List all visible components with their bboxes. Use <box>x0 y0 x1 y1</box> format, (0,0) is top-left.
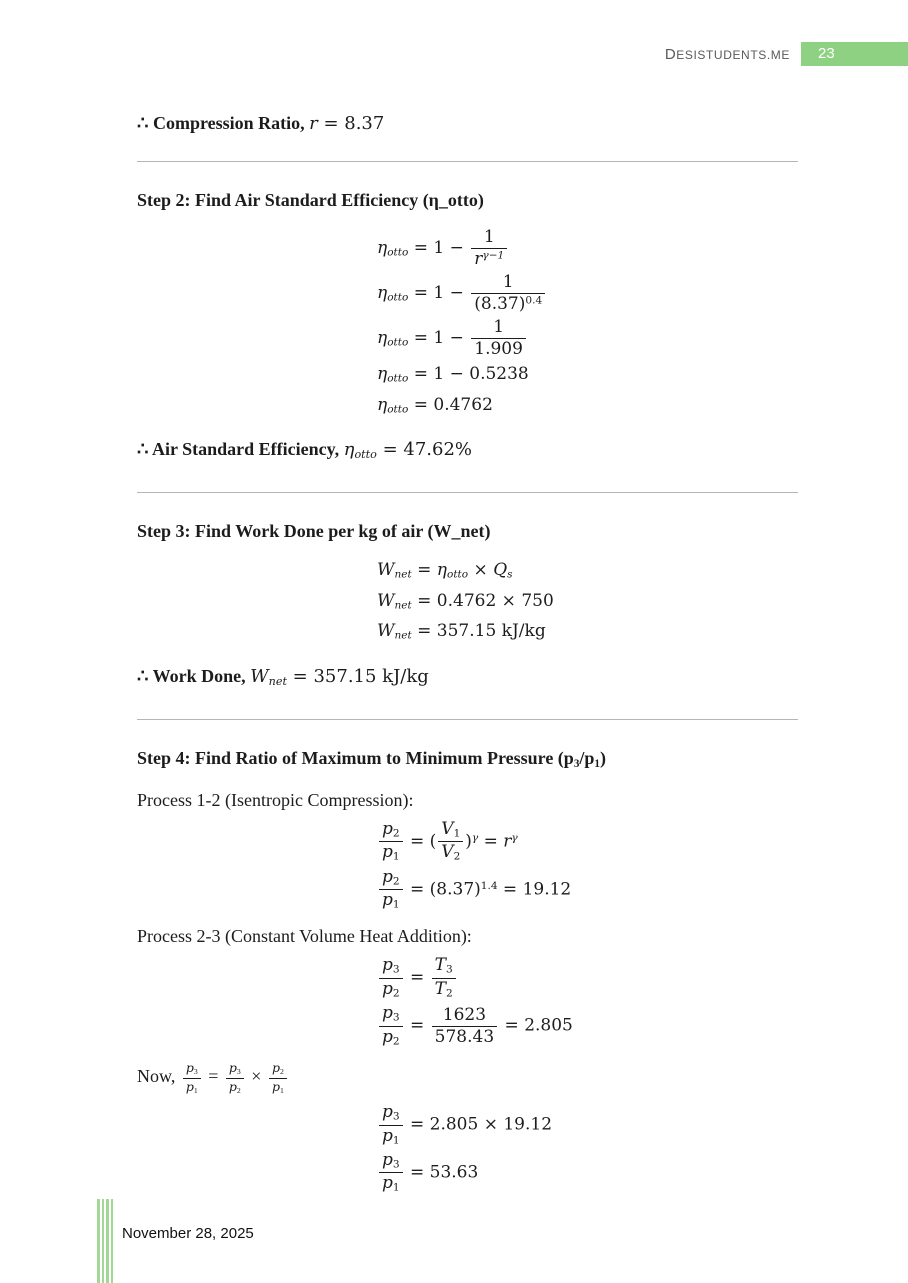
now-relation-line: Now, $\frac{p3}{p1}$ = $\frac{p3}{p2}$ × $\frac{p2}{p1}$ <box>137 1061 798 1095</box>
process-2-3-label: Process 2-3 (Constant Volume Heat Addition): <box>137 926 472 947</box>
process-1-2-label: Process 1-2 (Isentropic Compression): <box>137 789 414 810</box>
equation-line: $\eta_{otto} = 1$ − $\frac{1}{r^{\gamma-1}}$ <box>377 228 798 269</box>
final-ratio-equations <box>377 1103 798 1195</box>
fraction: $\frac{p3}{p1}$ <box>183 1061 201 1095</box>
fraction: $\frac{1}{(8.37)^{0.4}}$ <box>471 273 545 314</box>
fraction: $\frac{T3}{T2}$ <box>432 956 456 1000</box>
site-name: DESISTUDENTS.ME <box>664 46 790 63</box>
equation-line: $\frac{p3}{p2}$ = $\frac{T3}{T2}$ <box>377 956 798 1000</box>
equation-line: $\frac{p2}{p1}$ = $(8.37)^{1.4} = 19.12$ <box>377 868 798 912</box>
conclusion-work-done: ∴ Work Done, $W_{net} = 357.15$ kJ/kg <box>137 666 429 688</box>
equation-line: $\frac{p3}{p1}$ = 2.805 × 19.12 <box>377 1103 798 1147</box>
equation-line: $W_{net} = \eta_{otto} \times Q_s$ <box>377 560 513 581</box>
footer-date: November 28, 2025 <box>122 1225 254 1242</box>
conclusion-compression-ratio: ∴ Compression Ratio, r = 8.37 <box>137 113 385 134</box>
equation-line: $\frac{p3}{p1}$ = 53.63 <box>377 1151 798 1195</box>
fraction: $\frac{1623}{578.43}$ <box>432 1006 497 1047</box>
fraction: $\frac{p3}{p2}$ <box>226 1061 244 1095</box>
equation-line: $\eta_{otto} = 0.4762$ <box>377 394 493 416</box>
process-1-2-equations <box>377 820 798 912</box>
fraction: $\frac{p3}{p2}$ <box>379 956 403 1000</box>
equation-line: $\frac{p2}{p1}$ = ( $\frac{V1}{V2}$ )$^\gamma = r^\gamma$ <box>377 820 798 864</box>
page-number-badge: 23 <box>801 42 908 66</box>
step2-equations <box>377 228 798 420</box>
fraction: $\frac{p2}{p1}$ <box>269 1061 287 1095</box>
process-2-3-equations <box>377 956 798 1048</box>
step3-equations <box>377 559 798 647</box>
equation-line: $\eta_{otto} = 1 - 0.5238$ <box>377 364 529 385</box>
fraction: $\frac{p3}{p1}$ <box>379 1103 403 1147</box>
fraction: $\frac{p2}{p1}$ <box>379 820 403 864</box>
equation-line: $\eta_{otto} = 1$ − $\frac{1}{1.909}$ <box>377 318 798 359</box>
equation-line: $\eta_{otto} = 1$ − $\frac{1}{(8.37)^{0.4}}$ <box>377 273 798 314</box>
fraction: $\frac{p3}{p2}$ <box>379 1004 403 1048</box>
fraction: $\frac{V1}{V2}$ <box>438 820 463 864</box>
conclusion-air-standard-efficiency: ∴ Air Standard Efficiency, $\eta_{otto} = 47.62\%$ <box>137 439 473 462</box>
fraction: $\frac{1}{r^{\gamma-1}}$ <box>471 228 507 269</box>
footer-accent-stripes <box>97 1199 113 1283</box>
section-divider <box>137 161 798 162</box>
section-divider <box>137 492 798 493</box>
fraction: $\frac{p2}{p1}$ <box>379 868 403 912</box>
fraction: $\frac{p3}{p1}$ <box>379 1151 403 1195</box>
step4-heading: Step 4: Find Ratio of Maximum to Minimum Pressure (p3/p1) <box>137 747 606 770</box>
step2-heading: Step 2: Find Air Standard Efficiency (η_otto) <box>137 190 484 210</box>
section-divider <box>137 719 798 720</box>
fraction: $\frac{1}{1.909}$ <box>471 318 526 359</box>
step3-heading: Step 3: Find Work Done per kg of air (W_net) <box>137 521 491 542</box>
equation-line: $W_{net} = 0.4762 \times 750$ <box>377 590 554 612</box>
equation-line: $\frac{p3}{p2}$ = $\frac{1623}{578.43}$ = 2.805 <box>377 1004 798 1048</box>
equation-line: $W_{net} = 357.15$ kJ/kg <box>377 621 546 643</box>
